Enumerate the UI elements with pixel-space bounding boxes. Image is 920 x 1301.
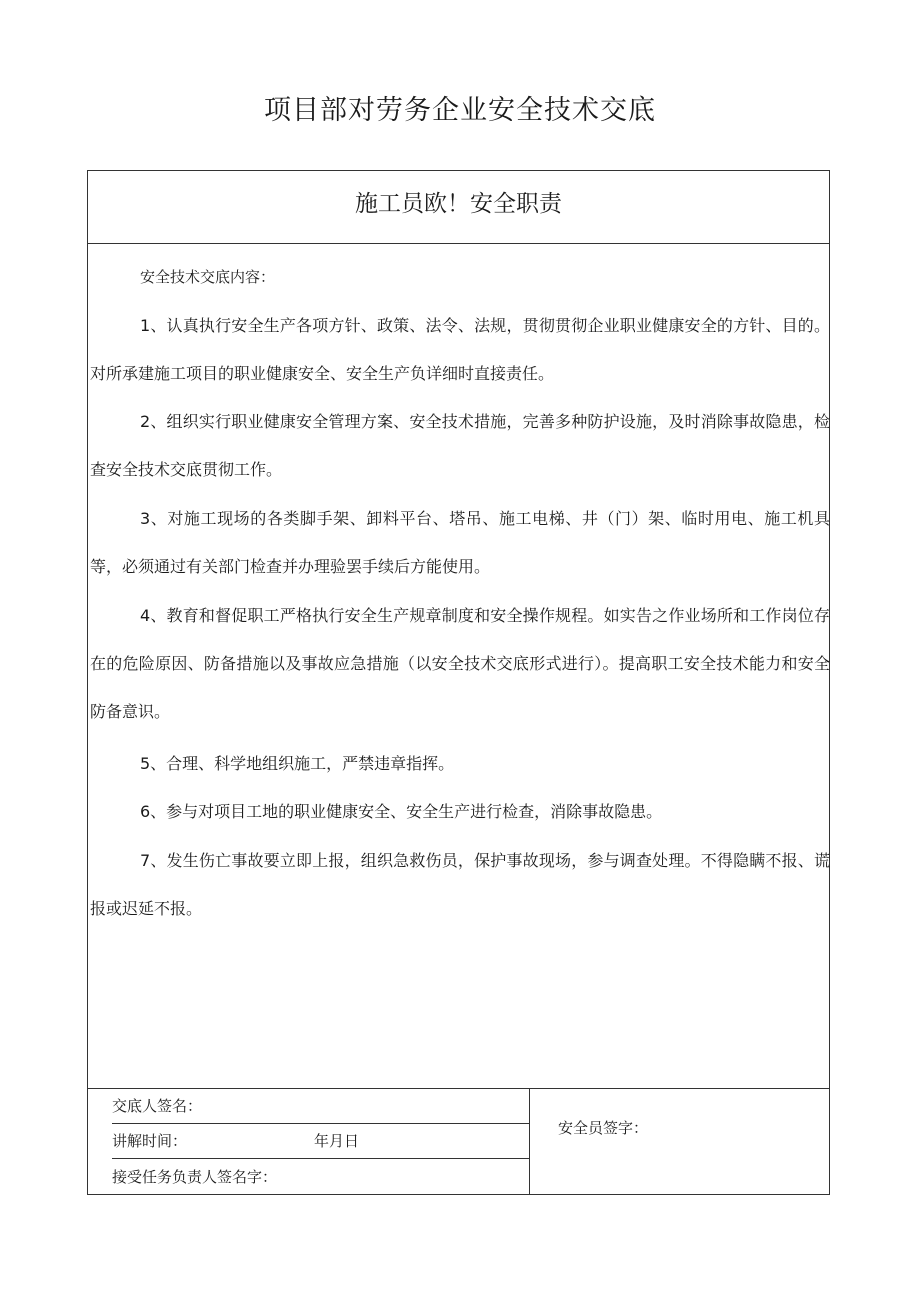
- document-title: 项目部对劳务企业安全技术交底: [264, 95, 656, 126]
- paragraph-4: 4、教育和督促职工严格执行安全生产规章制度和安全操作规程。如实告之作业场所和工作岗位存在的危险原因、防备措施以及事故应急措施（以安全技术交底形式进行）。提高职工安全技术能力和安全防备意识。: [90, 606, 830, 721]
- paragraph-7: 7、发生伤亡事故要立即上报，组织急救伤员，保护事故现场，参与调查处理。不得隐瞒不报、谎报或迟延不报。: [90, 851, 830, 918]
- signature-divider: [529, 1089, 530, 1195]
- content-label: 安全技术交底内容：: [140, 268, 276, 286]
- signature-left-block: [112, 1089, 530, 1195]
- paragraph-1: 1、认真执行安全生产各项方针、政策、法令、法规，贯彻贯彻企业职业健康安全的方针、目的。对所承建施工项目的职业健康安全、安全生产负详细时直接责任。: [90, 316, 830, 383]
- safety-officer-signature-label: 安全员签字：: [558, 1119, 649, 1137]
- paragraph-3: 3、对施工现场的各类脚手架、卸料平台、塔吊、施工电梯、井（门）架、临时用电、施工机具等，必须通过有关部门检查并办理验罢手续后方能使用。: [90, 509, 830, 576]
- paragraph-6: 6、参与对项目工地的职业健康安全、安全生产进行检查，消除事故隐患。: [140, 802, 663, 821]
- briefing-content: [88, 244, 829, 1088]
- receiver-signature-label: 接受任务负责人签名字：: [112, 1168, 278, 1186]
- briefing-time-label: 讲解时间：: [112, 1132, 188, 1150]
- signature-area: [88, 1088, 829, 1196]
- briefing-time-row: [112, 1124, 530, 1159]
- subtitle-row: [88, 171, 829, 244]
- receiver-signature-row: [112, 1160, 530, 1195]
- presenter-signature-label: 交底人签名：: [112, 1097, 203, 1115]
- paragraph-2: 2、组织实行职业健康安全管理方案、安全技术措施，完善多种防护设施，及时消除事故隐患，检查安全技术交底贯彻工作。: [90, 412, 830, 479]
- presenter-signature-row: [112, 1089, 530, 1124]
- paragraph-5: 5、合理、科学地组织施工，严禁违章指挥。: [140, 754, 455, 773]
- briefing-date-label: 年月日: [314, 1132, 360, 1150]
- safety-briefing-table: [87, 170, 830, 1195]
- section-subtitle: 施工员欧！安全职责: [355, 191, 562, 217]
